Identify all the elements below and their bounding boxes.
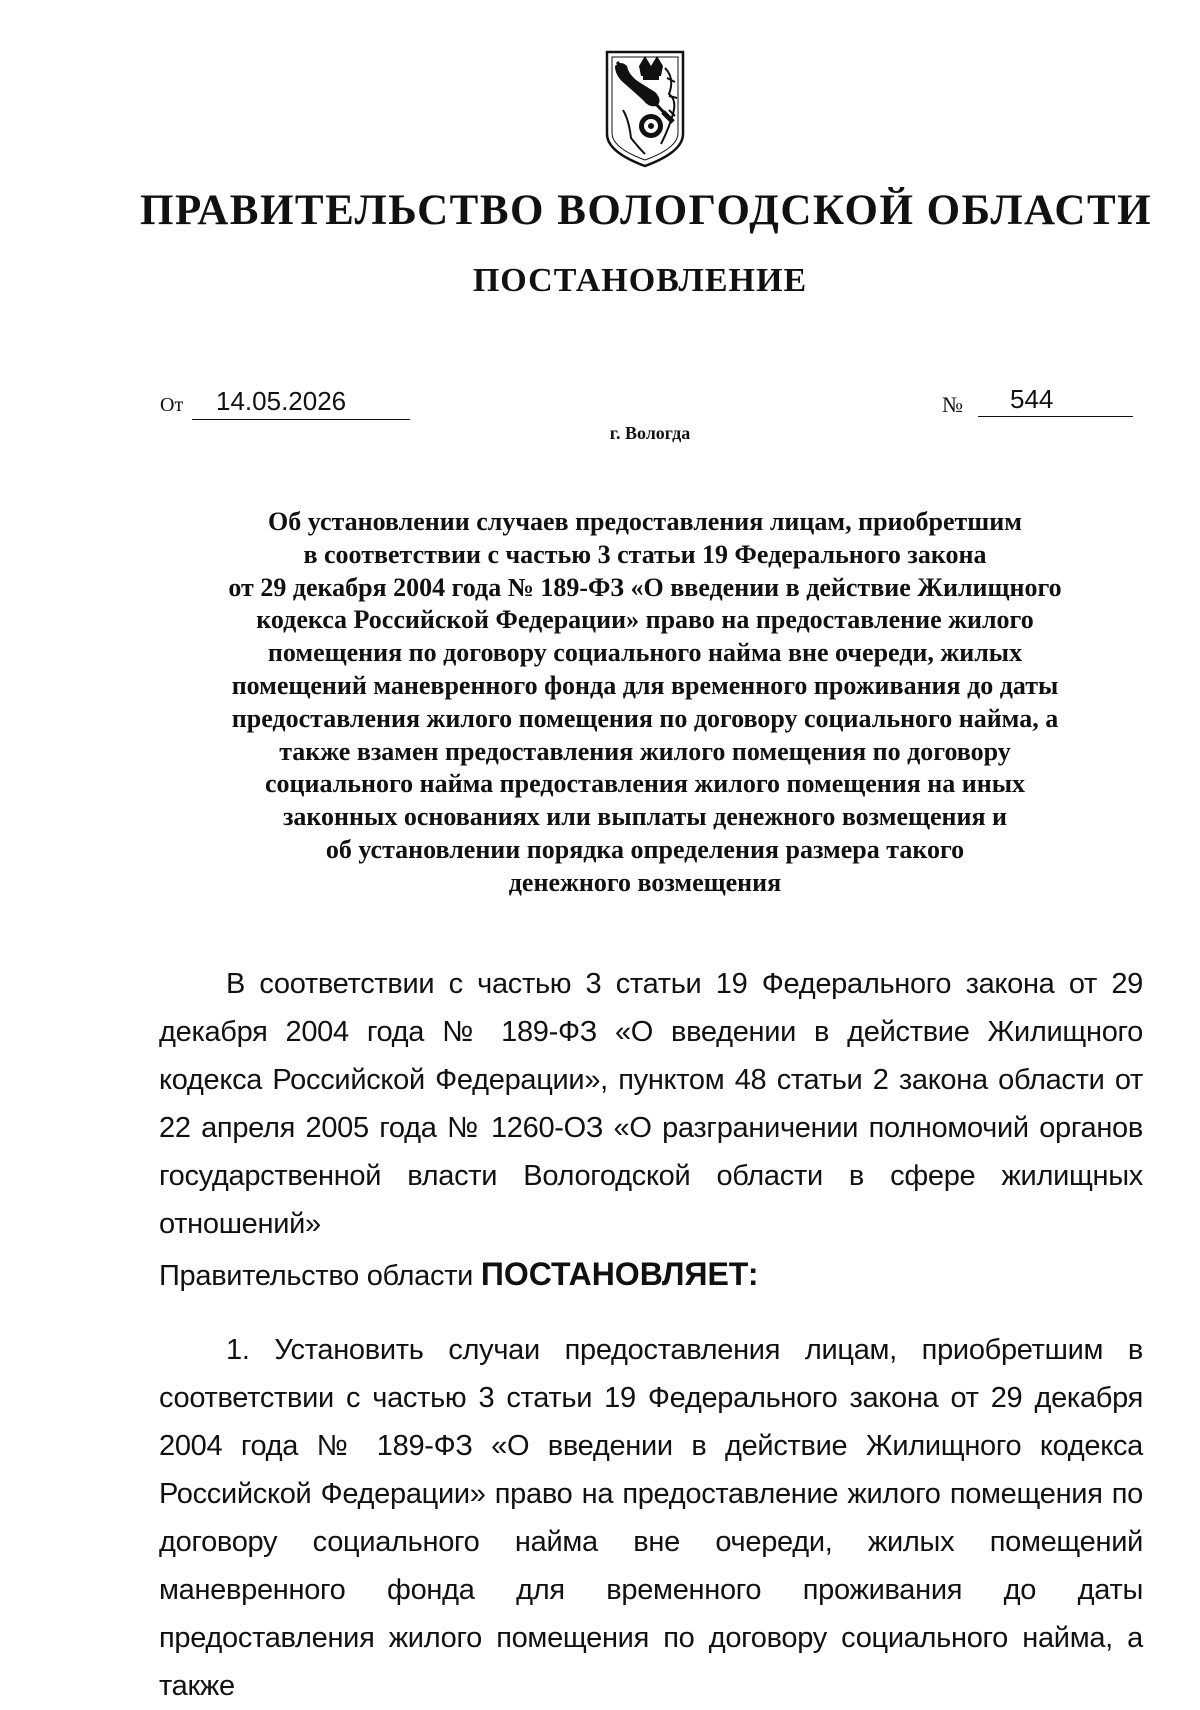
title-line: от 29 декабря 2004 года № 189-ФЗ «О введении в действие Жилищного bbox=[228, 572, 1062, 602]
title-line: об установлении порядка определения размера такого bbox=[325, 834, 965, 864]
number-value: 544 bbox=[1010, 384, 1054, 414]
document-body bbox=[159, 960, 1143, 1710]
title-line: помещений маневренного фонда для временного проживания до даты bbox=[231, 670, 1059, 700]
decree-line bbox=[159, 1250, 1143, 1300]
authority-title: ПРАВИТЕЛЬСТВО ВОЛОГОДСКОЙ ОБЛАСТИ bbox=[140, 187, 1153, 234]
date-value: 14.05.2026 bbox=[216, 386, 347, 416]
item-1-paragraph: 1. Установить случаи предоставления лицам, приобретшим в соответствии с частью 3 статьи 19 Федерального закона от 29 декабря 2004 года № 189-ФЗ «О введении в действие Жилищного кодекса Российской Федерации» право на предоставление жилого помещения по договору социального найма вне очереди, жилых помещений маневренного фонда для временного проживания до даты предоставления жилого помещения по договору социального найма, а также bbox=[159, 1334, 1143, 1702]
document-title bbox=[160, 506, 1130, 900]
title-line: предоставления жилого помещения по договору социального найма, а bbox=[231, 703, 1059, 733]
number-prefix: № bbox=[942, 392, 963, 417]
date-field bbox=[192, 386, 410, 420]
decree-word: ПОСТАНОВЛЯЕТ: bbox=[480, 1256, 759, 1292]
title-line: также взамен предоставления жилого помещения по договору bbox=[279, 736, 1011, 766]
preamble-paragraph: В соответствии с частью 3 статьи 19 Федерального закона от 29 декабря 2004 года № 189-ФЗ «О введении в действие Жилищного кодекса Российской Федерации», пунктом 48 статьи 2 закона области от 22 апреля 2005 года № 1260-ОЗ «О разграничении полномочий органов государственной власти Вологодской области в сфере жилищных отношений» bbox=[159, 968, 1143, 1240]
title-line: Об установлении случаев предоставления лицам, приобретшим bbox=[268, 507, 1022, 536]
decree-prefix: Правительство области bbox=[159, 1260, 474, 1292]
title-line: законных основаниях или выплаты денежного возмещения и bbox=[282, 802, 1008, 832]
coat-of-arms-icon bbox=[603, 48, 687, 170]
document-type: ПОСТАНОВЛЕНИЕ bbox=[472, 262, 808, 299]
title-line: в соответствии с частью 3 статьи 19 Федерального закона bbox=[303, 539, 987, 569]
date-prefix: От bbox=[160, 394, 184, 416]
title-line: помещения по договору социального найма вне очереди, жилых bbox=[267, 638, 1023, 668]
title-line: социального найма предоставления жилого помещения на иных bbox=[264, 769, 1026, 799]
title-line: кодекса Российской Федерации» право на предоставление жилого bbox=[256, 605, 1034, 635]
city-label: г. Вологда bbox=[609, 423, 691, 443]
number-field bbox=[978, 384, 1133, 417]
title-line: денежного возмещения bbox=[508, 867, 782, 897]
